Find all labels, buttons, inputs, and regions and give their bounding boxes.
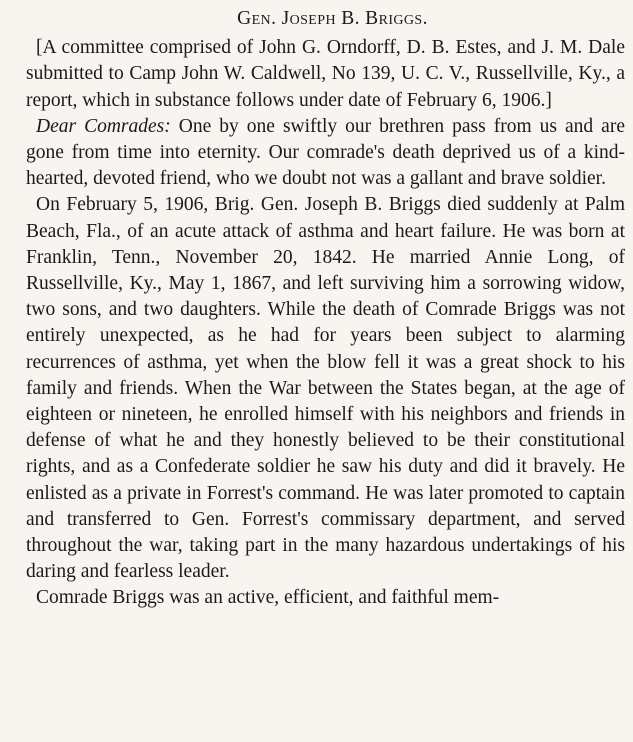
closing-paragraph-start: Comrade Briggs was an active, efficient, and faithful mem- (36, 587, 500, 609)
salutation-paragraph (26, 114, 625, 193)
salutation: Dear Comrades: (36, 115, 171, 137)
intro-paragraph: [A committee comprised of John G. Orndorff, D. B. Estes, and J. M. Dale submitted to Camp John W. Caldwell, No 139, U. C. V., Russellville, Ky., a report, which in substance follows under date of February 6, 1906.] (26, 37, 625, 111)
biography-paragraph: On February 5, 1906, Brig. Gen. Joseph B. Briggs died suddenly at Palm Beach, Fla., of an acute attack of asthma and heart failure. He was born at Franklin, Tenn., November 20, 1842. He married Annie Long, of Russellville, Ky., May 1, 1867, and left surviving him a sorrowing widow, two sons, and two daughters. While the death of Comrade Briggs was not entirely unexpected, as he had for years been subject to alarming recurrences of asthma, yet when the blow fell it was a great shock to his family and friends. When the War between the States began, at the age of eighteen or nineteen, he enrolled himself with his neighbors and friends in defense of what he and they honestly believed to be their constitutional rights, and as a Confederate soldier he saw his duty and did it bravely. He enlisted as a private in Forrest's command. He was later promoted to captain and transferred to Gen. Forrest's commissary department, and served throughout the war, taking part in the many hazardous undertakings of his daring and fearless leader. (26, 194, 625, 583)
salutation-paragraph-text: One by one swiftly our brethren pass from us and are gone from time into eternity. Our comrade's death deprived us of a kind-hearted, devoted friend, who we doubt not was a gallant and brave soldier. (26, 115, 625, 190)
article-title: Gen. Joseph B. Briggs. (237, 8, 428, 29)
